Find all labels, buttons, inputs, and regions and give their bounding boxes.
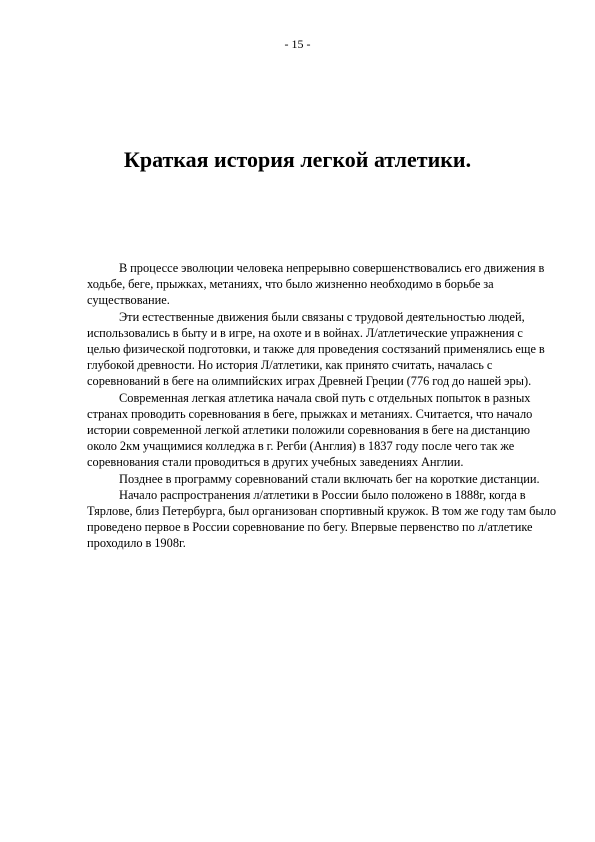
page-title: Краткая история легкой атлетики. <box>123 147 472 172</box>
document-body <box>87 260 557 552</box>
paragraph-short-distances: Позднее в программу соревнований стали включать бег на короткие дистанции. <box>119 471 540 486</box>
paragraph-russia: Начало распространения л/атлетики в России было положено в 1888г, когда в Тярлове, близ Петербурга, был организован спортивный кружок. В том же году там было проведено первое в России соревнование по бегу. Впервые первенство по л/атлетике проходило в 1908г. <box>87 487 557 551</box>
paragraph-natural-movements: Эти естественные движения были связаны с трудовой деятельностью людей, использовались в быту и в игре, на охоте и в войнах. Л/атлетические упражнения с целью физической подготовки, и также для проведения состязаний применялись еще в глубокой древности. Но история Л/атлетики, как принято считать, началась с соревнований в беге на олимпийских играх Древней Греции (776 год до нашей эры). <box>87 309 545 389</box>
page-number: - 15 - <box>284 37 311 51</box>
paragraph-modern-athletics: Современная легкая атлетика начала свой путь с отдельных попыток в разных странах проводить соревнования в беге, прыжках и метаниях. Считается, что начало истории современной легкой атлетики положили соревнования в беге на дистанцию около 2км учащимися колледжа в г. Регби (Англия) в 1837 году после чего так же соревнования стали проводиться в других учебных заведениях Англии. <box>87 390 533 470</box>
paragraph-evolution: В процессе эволюции человека непрерывно совершенствовались его движения в ходьбе, беге, прыжках, метаниях, что было жизненно необходимо в борьбе за существование. <box>87 261 545 308</box>
